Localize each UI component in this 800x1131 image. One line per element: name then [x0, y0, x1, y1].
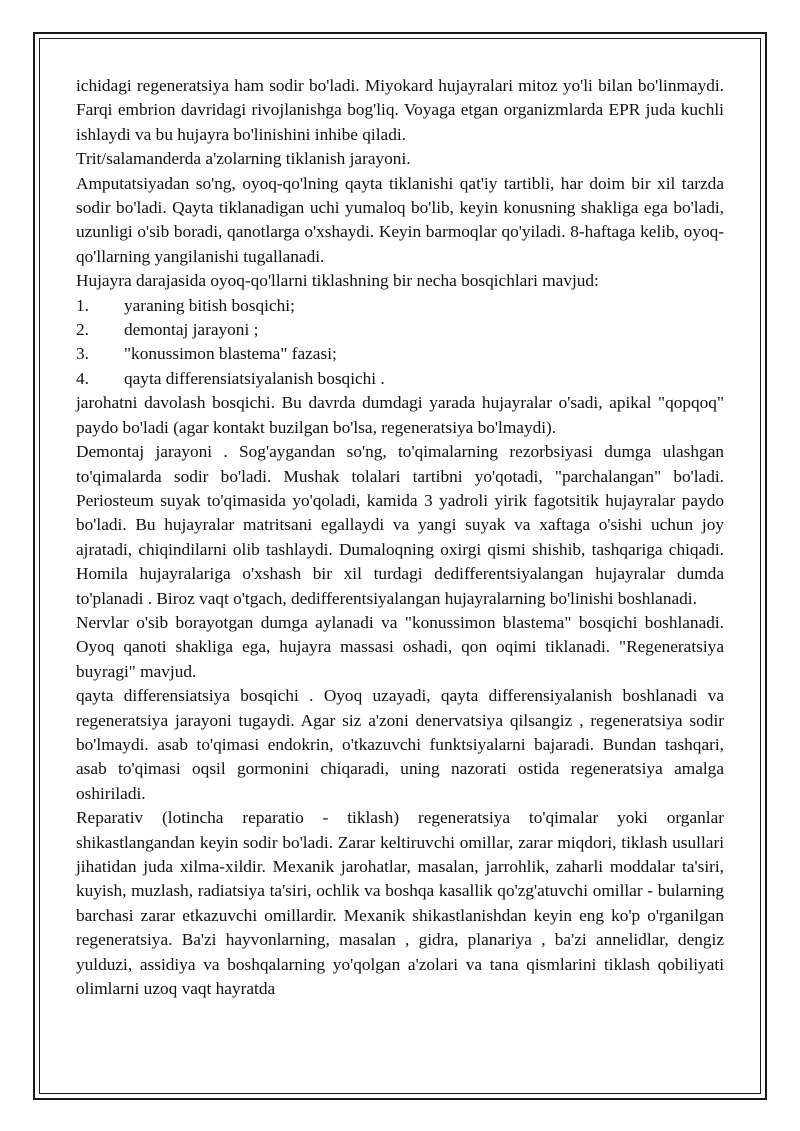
paragraph: Demontaj jarayoni . Sog'aygandan so'ng, to'qimalarning rezorbsiyasi dumga ulashgan to'qimalarda sodir bo'ladi. Mushak tolalari tartibni yo'qotadi, "parchalangan" bo'ladi. Periosteum suyak to'qimasida yo'qoladi, kamida 3 yadroli yirik fagotsitik hujayralar paydo bo'ladi. Bu hujayralar matritsani egallaydi va yangi suyak va xaftaga o'sishi uchun joy ajratadi, chiqindilarni olib tashlaydi. Dumaloqning oxirgi qismi shishib, tashqariga chiqadi. Homila hujayralariga o'xshash bir xil turdagi dedifferentsiyalangan hujayralar dumda to'planadi . Biroz vaqt o'tgach, dedifferentsiyalangan hujayralarning bo'linishi boshlanadi.: [76, 442, 724, 608]
stage-list: [76, 294, 724, 392]
list-item: [76, 367, 724, 391]
paragraph: Hujayra darajasida oyoq-qo'llarni tiklashning bir necha bosqichlari mavjud:: [76, 271, 599, 291]
list-number: 3.: [76, 344, 89, 364]
section-heading: Trit/salamanderda a'zolarning tiklanish jarayoni.: [76, 149, 411, 169]
paragraph: Nervlar o'sib borayotgan dumga aylanadi va "konussimon blastema" bosqichi boshlanadi. Oyoq qanoti shakliga ega, hujayra massasi oshadi, qon oqimi tiklanadi. "Regeneratsiya buyragi" mavjud.: [76, 612, 724, 681]
list-text: qayta differensiatsiyalanish bosqichi .: [124, 368, 385, 388]
document-body: [76, 74, 724, 1001]
list-number: 2.: [76, 320, 89, 340]
list-item: [76, 294, 724, 318]
paragraph: qayta differensiatsiya bosqichi . Oyoq uzayadi, qayta differensiyalanish boshlanadi va regeneratsiya jarayoni tugaydi. Agar siz a'zoni denervatsiya qilsangiz , regeneratsiya sodir bo'lmaydi. asab to'qimasi endokrin, o'tkazuvchi funktsiyalarni bajaradi. Bundan tashqari, asab to'qimasi oqsil gormonini chiqaradi, uning nazorati ostida regeneratsiya amalga oshiriladi.: [76, 686, 724, 803]
paragraph: Reparativ (lotincha reparatio - tiklash) regeneratsiya to'qimalar yoki organlar shikastlangandan keyin sodir bo'ladi. Zarar keltiruvchi omillar, zarar miqdori, tiklash usullari jihatidan juda xilma-xildir. Mexanik jarohatlar, masalan, jarrohlik, zaharli moddalar ta'siri, kuyish, muzlash, radiatsiya ta'siri, ochlik va boshqa kasallik qo'zg'atuvchi omillar - bularning barchasi zarar etkazuvchi omillardir. Mexanik shikastlanishdan keyin eng ko'p o'rganilgan regeneratsiya. Ba'zi hayvonlarning, masalan , gidra, planariya , ba'zi annelidlar, dengiz yulduzi, assidiya va boshqalarning yo'qolgan a'zolari va tana qismlarini tiklash qobiliyati olimlarni uzoq vaqt hayratda: [76, 808, 724, 999]
list-number: 1.: [76, 295, 89, 315]
paragraph: Amputatsiyadan so'ng, oyoq-qo'lning qayta tiklanishi qat'iy tartibli, har doim bir xil tarzda sodir bo'ladi. Qayta tiklanadigan uchi yumaloq bo'lib, keyin konusning shakliga ega bo'ladi, uzunligi o'sib boradi, qanotlarga o'xshaydi. Keyin barmoqlar qo'yiladi. 8-haftaga kelib, oyoq-qo'llarning yangilanishi tugallanadi.: [76, 173, 724, 266]
paragraph: ichidagi regeneratsiya ham sodir bo'ladi. Miyokard hujayralari mitoz yo'li bilan bo'linmaydi. Farqi embrion davridagi rivojlanishga bog'liq. Voyaga etgan organizmlarda EPR juda kuchli ishlaydi va bu hujayra bo'linishini inhibe qiladi.: [76, 76, 724, 144]
list-text: yaraning bitish bosqichi;: [124, 295, 295, 315]
list-item: [76, 318, 724, 342]
list-number: 4.: [76, 368, 89, 388]
list-text: "konussimon blastema" fazasi;: [124, 344, 337, 364]
list-item: [76, 342, 724, 366]
paragraph: jarohatni davolash bosqichi. Bu davrda dumdagi yarada hujayralar o'sadi, apikal "qopqoq" paydo bo'ladi (agar kontakt buzilgan bo'lsa, regeneratsiya bo'lmaydi).: [76, 393, 724, 437]
list-text: demontaj jarayoni ;: [124, 320, 259, 340]
